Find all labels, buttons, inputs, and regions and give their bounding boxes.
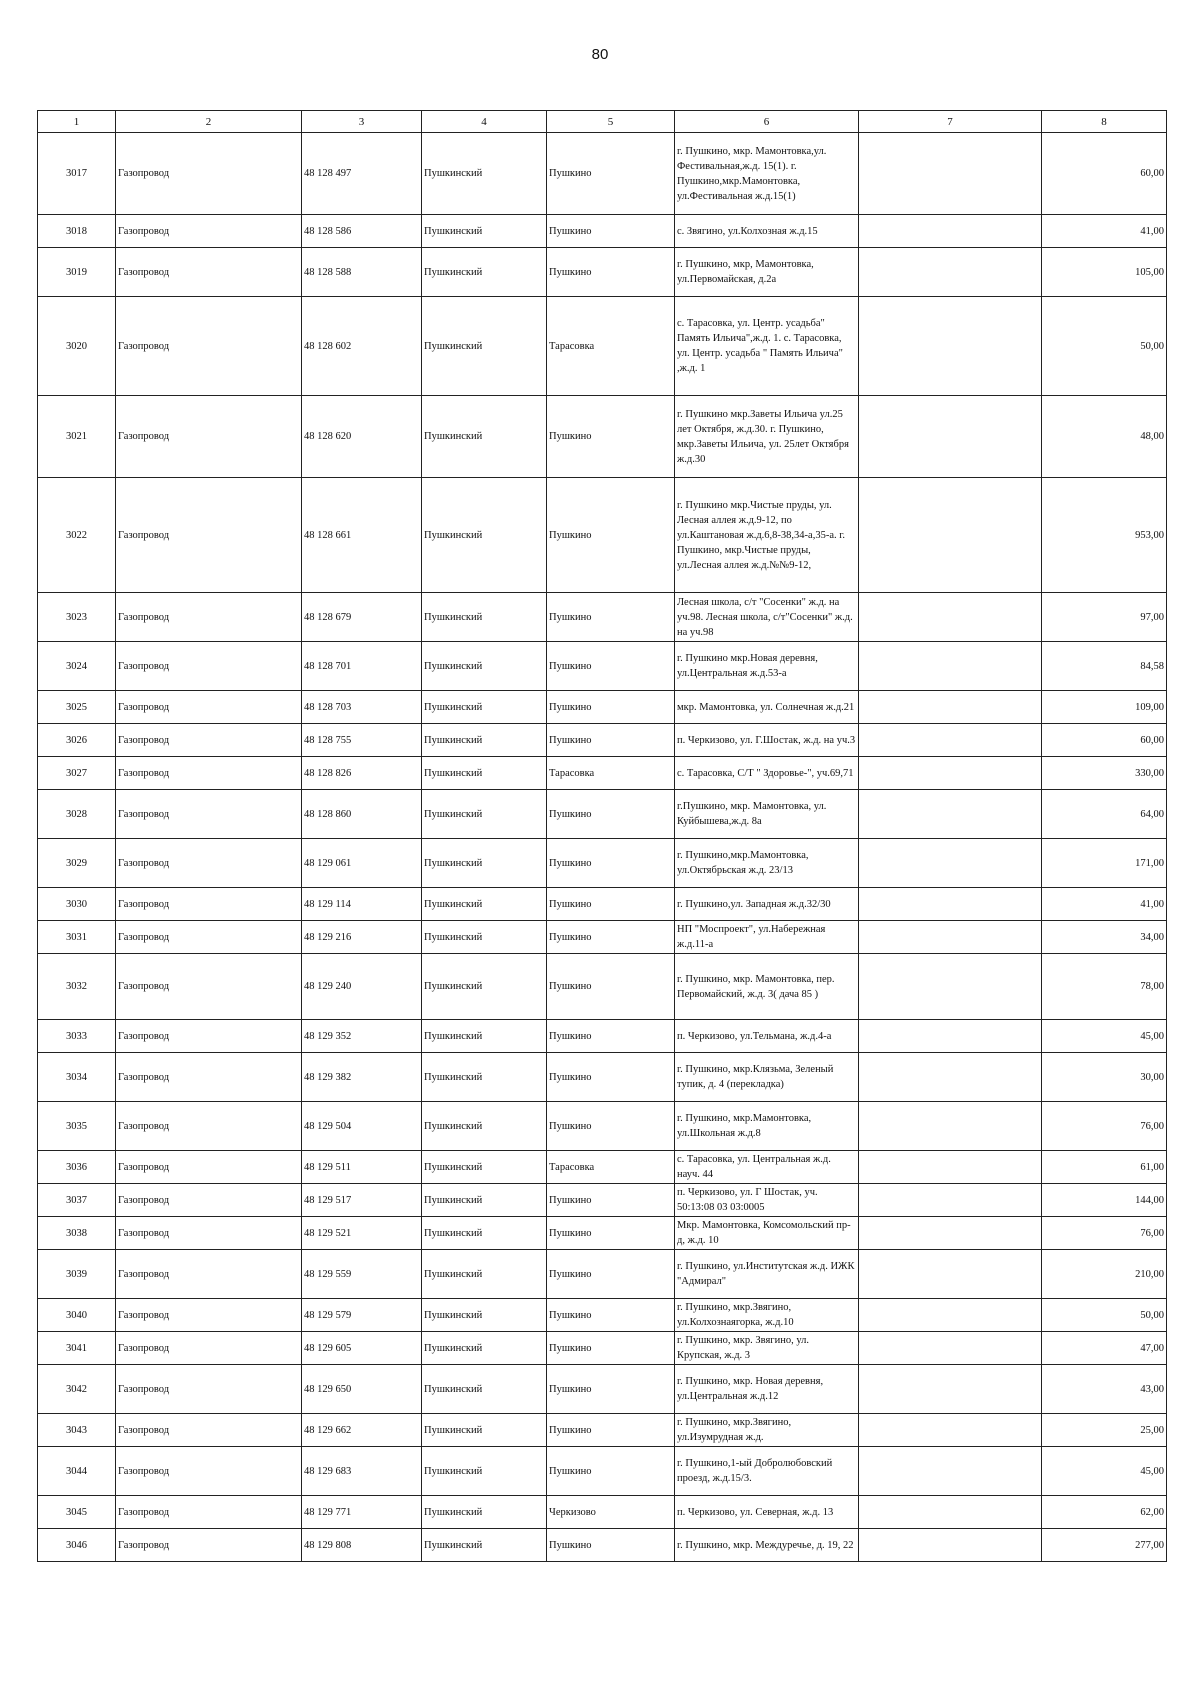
column-7-value: [859, 1447, 1042, 1496]
locality: Пушкино: [547, 478, 675, 593]
locality: Пушкино: [547, 1299, 675, 1332]
locality: Пушкино: [547, 1250, 675, 1299]
table-row: [38, 888, 1167, 921]
row-number: 3041: [38, 1332, 116, 1365]
header-row: [38, 111, 1167, 133]
address: г. Пушкино, мкр. Звягино, ул. Крупская, ж.д. 3: [675, 1332, 859, 1365]
table-row: [38, 839, 1167, 888]
table-row: [38, 297, 1167, 396]
address: г. Пушкино, мкр.Мамонтовка, ул.Школьная ж.д.8: [675, 1102, 859, 1151]
column-7-value: [859, 1250, 1042, 1299]
locality: Пушкино: [547, 215, 675, 248]
column-7-value: [859, 1299, 1042, 1332]
row-number: 3024: [38, 642, 116, 691]
column-7-value: [859, 297, 1042, 396]
locality: Пушкино: [547, 593, 675, 642]
object-code: 48 129 683: [302, 1447, 422, 1496]
locality: Пушкино: [547, 1447, 675, 1496]
row-number: 3030: [38, 888, 116, 921]
column-7-value: [859, 1332, 1042, 1365]
column-7-value: [859, 1184, 1042, 1217]
table-row: [38, 215, 1167, 248]
locality: Пушкино: [547, 1217, 675, 1250]
district: Пушкинский: [422, 1365, 547, 1414]
address: п. Черкизово, ул.Тельмана, ж.д.4-а: [675, 1020, 859, 1053]
locality: Пушкино: [547, 839, 675, 888]
length-value: 50,00: [1042, 297, 1167, 396]
address: г. Пушкино мкр.Новая деревня, ул.Центральная ж.д.53-а: [675, 642, 859, 691]
row-number: 3042: [38, 1365, 116, 1414]
object-type: Газопровод: [116, 1529, 302, 1562]
length-value: 25,00: [1042, 1414, 1167, 1447]
row-number: 3032: [38, 954, 116, 1020]
row-number: 3036: [38, 1151, 116, 1184]
length-value: 30,00: [1042, 1053, 1167, 1102]
district: Пушкинский: [422, 1053, 547, 1102]
length-value: 76,00: [1042, 1102, 1167, 1151]
table-row: [38, 1151, 1167, 1184]
object-code: 48 129 521: [302, 1217, 422, 1250]
locality: Пушкино: [547, 888, 675, 921]
column-7-value: [859, 1496, 1042, 1529]
column-7-value: [859, 1020, 1042, 1053]
column-header: 7: [859, 111, 1042, 133]
address: г. Пушкино,мкр.Мамонтовка, ул.Октябрьская ж.д. 23/13: [675, 839, 859, 888]
length-value: 105,00: [1042, 248, 1167, 297]
column-7-value: [859, 593, 1042, 642]
object-type: Газопровод: [116, 248, 302, 297]
row-number: 3040: [38, 1299, 116, 1332]
table-row: [38, 1414, 1167, 1447]
district: Пушкинский: [422, 1151, 547, 1184]
address: с. Тарасовка, ул. Центральная ж.д. науч. 44: [675, 1151, 859, 1184]
object-code: 48 129 517: [302, 1184, 422, 1217]
object-code: 48 129 061: [302, 839, 422, 888]
address: г.Пушкино, мкр. Мамонтовка, ул. Куйбышева,ж.д. 8а: [675, 790, 859, 839]
object-code: 48 128 703: [302, 691, 422, 724]
table-row: [38, 1496, 1167, 1529]
object-type: Газопровод: [116, 1151, 302, 1184]
object-type: Газопровод: [116, 396, 302, 478]
object-type: Газопровод: [116, 1053, 302, 1102]
column-7-value: [859, 1414, 1042, 1447]
column-7-value: [859, 954, 1042, 1020]
object-code: 48 128 586: [302, 215, 422, 248]
locality: Черкизово: [547, 1496, 675, 1529]
row-number: 3043: [38, 1414, 116, 1447]
column-7-value: [859, 691, 1042, 724]
column-header: 5: [547, 111, 675, 133]
address: г. Пушкино, мкр. Междуречье, д. 19, 22: [675, 1529, 859, 1562]
district: Пушкинский: [422, 691, 547, 724]
length-value: 34,00: [1042, 921, 1167, 954]
address: г. Пушкино, мкр, Мамонтовка, ул.Первомайская, д.2а: [675, 248, 859, 297]
row-number: 3038: [38, 1217, 116, 1250]
object-type: Газопровод: [116, 1102, 302, 1151]
length-value: 43,00: [1042, 1365, 1167, 1414]
table-row: [38, 1299, 1167, 1332]
address: г. Пушкино, мкр.Клязьма, Зеленый тупик, д. 4 (перекладка): [675, 1053, 859, 1102]
length-value: 109,00: [1042, 691, 1167, 724]
column-7-value: [859, 888, 1042, 921]
length-value: 61,00: [1042, 1151, 1167, 1184]
object-type: Газопровод: [116, 478, 302, 593]
district: Пушкинский: [422, 1184, 547, 1217]
object-code: 48 129 662: [302, 1414, 422, 1447]
district: Пушкинский: [422, 1529, 547, 1562]
district: Пушкинский: [422, 1332, 547, 1365]
object-code: 48 129 240: [302, 954, 422, 1020]
address: с. Тарасовка, С/Т " Здоровье-", уч.69,71: [675, 757, 859, 790]
row-number: 3035: [38, 1102, 116, 1151]
table-row: [38, 790, 1167, 839]
row-number: 3046: [38, 1529, 116, 1562]
length-value: 60,00: [1042, 724, 1167, 757]
locality: Пушкино: [547, 724, 675, 757]
object-type: Газопровод: [116, 1414, 302, 1447]
locality: Тарасовка: [547, 297, 675, 396]
object-type: Газопровод: [116, 1332, 302, 1365]
row-number: 3044: [38, 1447, 116, 1496]
object-type: Газопровод: [116, 642, 302, 691]
row-number: 3020: [38, 297, 116, 396]
object-code: 48 128 588: [302, 248, 422, 297]
object-code: 48 128 860: [302, 790, 422, 839]
object-type: Газопровод: [116, 1447, 302, 1496]
table-row: [38, 921, 1167, 954]
address: п. Черкизово, ул. Г Шостак, уч. 50:13:08 03 03:0005: [675, 1184, 859, 1217]
row-number: 3018: [38, 215, 116, 248]
table-row: [38, 248, 1167, 297]
object-type: Газопровод: [116, 691, 302, 724]
length-value: 47,00: [1042, 1332, 1167, 1365]
length-value: 78,00: [1042, 954, 1167, 1020]
district: Пушкинский: [422, 1414, 547, 1447]
address: Мкр. Мамонтовка, Комсомольский пр-д, ж.д. 10: [675, 1217, 859, 1250]
length-value: 277,00: [1042, 1529, 1167, 1562]
length-value: 97,00: [1042, 593, 1167, 642]
object-type: Газопровод: [116, 297, 302, 396]
object-type: Газопровод: [116, 1217, 302, 1250]
object-code: 48 129 511: [302, 1151, 422, 1184]
object-type: Газопровод: [116, 1299, 302, 1332]
object-type: Газопровод: [116, 888, 302, 921]
row-number: 3017: [38, 133, 116, 215]
length-value: 76,00: [1042, 1217, 1167, 1250]
table-row: [38, 724, 1167, 757]
table-row: [38, 1102, 1167, 1151]
object-code: 48 129 605: [302, 1332, 422, 1365]
address: г. Пушкино,1-ый Добролюбовский проезд, ж.д.15/3.: [675, 1447, 859, 1496]
district: Пушкинский: [422, 1447, 547, 1496]
locality: Пушкино: [547, 921, 675, 954]
table-row: [38, 954, 1167, 1020]
table-body: [38, 133, 1167, 1562]
object-type: Газопровод: [116, 1020, 302, 1053]
address: Лесная школа, с/т "Сосенки" ж.д. на уч.98. Лесная школа, с/т"Сосенки" ж.д. на уч.98: [675, 593, 859, 642]
address: г. Пушкино мкр.Заветы Ильича ул.25 лет Октября, ж.д.30. г. Пушкино, мкр.Заветы Ильича, ул. 25лет Октября ж.д.30: [675, 396, 859, 478]
locality: Пушкино: [547, 248, 675, 297]
object-type: Газопровод: [116, 593, 302, 642]
object-type: Газопровод: [116, 790, 302, 839]
address: с. Звягино, ул.Колхозная ж.д.15: [675, 215, 859, 248]
object-type: Газопровод: [116, 1250, 302, 1299]
length-value: 48,00: [1042, 396, 1167, 478]
column-7-value: [859, 1151, 1042, 1184]
address: г. Пушкино, мкр. Мамонтовка,ул. Фестивальная,ж.д. 15(1). г. Пушкино,мкр.Мамонтовка, ул.Фестивальная ж.д.15(1): [675, 133, 859, 215]
locality: Пушкино: [547, 1053, 675, 1102]
district: Пушкинский: [422, 790, 547, 839]
object-code: 48 128 602: [302, 297, 422, 396]
table-row: [38, 1250, 1167, 1299]
table-row: [38, 1447, 1167, 1496]
column-7-value: [859, 1217, 1042, 1250]
district: Пушкинский: [422, 297, 547, 396]
length-value: 41,00: [1042, 888, 1167, 921]
address: г. Пушкино, мкр.Звягино, ул.Изумрудная ж.д.: [675, 1414, 859, 1447]
table-row: [38, 593, 1167, 642]
table-row: [38, 133, 1167, 215]
object-code: 48 128 661: [302, 478, 422, 593]
column-7-value: [859, 724, 1042, 757]
locality: Тарасовка: [547, 757, 675, 790]
district: Пушкинский: [422, 396, 547, 478]
length-value: 144,00: [1042, 1184, 1167, 1217]
object-type: Газопровод: [116, 757, 302, 790]
length-value: 62,00: [1042, 1496, 1167, 1529]
object-type: Газопровод: [116, 1496, 302, 1529]
address: п. Черкизово, ул. Северная, ж.д. 13: [675, 1496, 859, 1529]
column-header: 6: [675, 111, 859, 133]
locality: Пушкино: [547, 1020, 675, 1053]
object-code: 48 128 497: [302, 133, 422, 215]
column-7-value: [859, 757, 1042, 790]
district: Пушкинский: [422, 839, 547, 888]
object-type: Газопровод: [116, 921, 302, 954]
district: Пушкинский: [422, 954, 547, 1020]
locality: Пушкино: [547, 790, 675, 839]
length-value: 60,00: [1042, 133, 1167, 215]
address: г. Пушкино мкр.Чистые пруды, ул. Лесная аллея ж.д.9-12, по ул.Каштановая ж.д.6,8-38,34-а,35-а. г. Пушкино, мкр.Чистые пруды, ул.Лесная аллея ж.д.№№9-12,: [675, 478, 859, 593]
table-row: [38, 1365, 1167, 1414]
district: Пушкинский: [422, 1496, 547, 1529]
district: Пушкинский: [422, 724, 547, 757]
address: мкр. Мамонтовка, ул. Солнечная ж.д.21: [675, 691, 859, 724]
column-7-value: [859, 248, 1042, 297]
row-number: 3034: [38, 1053, 116, 1102]
registry-table: [37, 110, 1167, 1562]
row-number: 3045: [38, 1496, 116, 1529]
object-type: Газопровод: [116, 1365, 302, 1414]
address: г. Пушкино,ул. Западная ж.д.32/30: [675, 888, 859, 921]
object-type: Газопровод: [116, 839, 302, 888]
table-row: [38, 1529, 1167, 1562]
object-code: 48 129 216: [302, 921, 422, 954]
column-7-value: [859, 478, 1042, 593]
table-row: [38, 642, 1167, 691]
length-value: 171,00: [1042, 839, 1167, 888]
address: п. Черкизово, ул. Г.Шостак, ж.д. на уч.3: [675, 724, 859, 757]
address: г. Пушкино, мкр. Мамонтовка, пер. Первомайский, ж.д. 3( дача 85 ): [675, 954, 859, 1020]
object-type: Газопровод: [116, 133, 302, 215]
district: Пушкинский: [422, 1250, 547, 1299]
length-value: 41,00: [1042, 215, 1167, 248]
row-number: 3031: [38, 921, 116, 954]
table-row: [38, 1184, 1167, 1217]
length-value: 84,58: [1042, 642, 1167, 691]
object-code: 48 129 650: [302, 1365, 422, 1414]
table-row: [38, 757, 1167, 790]
district: Пушкинский: [422, 133, 547, 215]
row-number: 3037: [38, 1184, 116, 1217]
address: с. Тарасовка, ул. Центр. усадьба" Память Ильича",ж.д. 1. с. Тарасовка, ул. Центр. усадьба " Память Ильича" ,ж.д. 1: [675, 297, 859, 396]
column-7-value: [859, 133, 1042, 215]
district: Пушкинский: [422, 1217, 547, 1250]
length-value: 210,00: [1042, 1250, 1167, 1299]
column-header: 4: [422, 111, 547, 133]
locality: Пушкино: [547, 1102, 675, 1151]
object-code: 48 129 382: [302, 1053, 422, 1102]
row-number: 3039: [38, 1250, 116, 1299]
district: Пушкинский: [422, 593, 547, 642]
locality: Пушкино: [547, 1184, 675, 1217]
column-header: 1: [38, 111, 116, 133]
district: Пушкинский: [422, 215, 547, 248]
object-code: 48 129 771: [302, 1496, 422, 1529]
table-row: [38, 1020, 1167, 1053]
district: Пушкинский: [422, 888, 547, 921]
column-7-value: [859, 396, 1042, 478]
district: Пушкинский: [422, 921, 547, 954]
object-code: 48 129 808: [302, 1529, 422, 1562]
locality: Пушкино: [547, 954, 675, 1020]
row-number: 3019: [38, 248, 116, 297]
object-code: 48 129 579: [302, 1299, 422, 1332]
object-type: Газопровод: [116, 215, 302, 248]
district: Пушкинский: [422, 642, 547, 691]
page-number: 80: [591, 46, 609, 63]
locality: Тарасовка: [547, 1151, 675, 1184]
object-type: Газопровод: [116, 1184, 302, 1217]
column-7-value: [859, 215, 1042, 248]
district: Пушкинский: [422, 1102, 547, 1151]
address: г. Пушкино, ул.Институтская ж.д. ИЖК "Адмирал": [675, 1250, 859, 1299]
object-code: 48 129 114: [302, 888, 422, 921]
address: г. Пушкино, мкр.Звягино, ул.Колхознаягорка, ж.д.10: [675, 1299, 859, 1332]
row-number: 3021: [38, 396, 116, 478]
row-number: 3023: [38, 593, 116, 642]
table-row: [38, 1053, 1167, 1102]
object-type: Газопровод: [116, 724, 302, 757]
column-7-value: [859, 642, 1042, 691]
object-code: 48 128 755: [302, 724, 422, 757]
locality: Пушкино: [547, 642, 675, 691]
row-number: 3027: [38, 757, 116, 790]
locality: Пушкино: [547, 1332, 675, 1365]
object-type: Газопровод: [116, 954, 302, 1020]
row-number: 3028: [38, 790, 116, 839]
district: Пушкинский: [422, 1299, 547, 1332]
row-number: 3025: [38, 691, 116, 724]
object-code: 48 129 504: [302, 1102, 422, 1151]
object-code: 48 128 620: [302, 396, 422, 478]
length-value: 50,00: [1042, 1299, 1167, 1332]
object-code: 48 128 826: [302, 757, 422, 790]
locality: Пушкино: [547, 1414, 675, 1447]
column-7-value: [859, 1529, 1042, 1562]
column-7-value: [859, 1102, 1042, 1151]
column-7-value: [859, 1053, 1042, 1102]
length-value: 953,00: [1042, 478, 1167, 593]
address: НП "Моспроект", ул.Набережная ж.д.11-а: [675, 921, 859, 954]
locality: Пушкино: [547, 396, 675, 478]
district: Пушкинский: [422, 478, 547, 593]
column-7-value: [859, 839, 1042, 888]
table-row: [38, 1332, 1167, 1365]
column-7-value: [859, 921, 1042, 954]
district: Пушкинский: [422, 248, 547, 297]
row-number: 3033: [38, 1020, 116, 1053]
length-value: 330,00: [1042, 757, 1167, 790]
row-number: 3026: [38, 724, 116, 757]
object-code: 48 128 701: [302, 642, 422, 691]
column-header: 3: [302, 111, 422, 133]
district: Пушкинский: [422, 757, 547, 790]
length-value: 64,00: [1042, 790, 1167, 839]
row-number: 3022: [38, 478, 116, 593]
length-value: 45,00: [1042, 1447, 1167, 1496]
table-row: [38, 396, 1167, 478]
district: Пушкинский: [422, 1020, 547, 1053]
length-value: 45,00: [1042, 1020, 1167, 1053]
table-row: [38, 691, 1167, 724]
row-number: 3029: [38, 839, 116, 888]
locality: Пушкино: [547, 133, 675, 215]
column-header: 8: [1042, 111, 1167, 133]
column-header: 2: [116, 111, 302, 133]
locality: Пушкино: [547, 1529, 675, 1562]
object-code: 48 129 352: [302, 1020, 422, 1053]
table-row: [38, 1217, 1167, 1250]
address: г. Пушкино, мкр. Новая деревня, ул.Центральная ж.д.12: [675, 1365, 859, 1414]
locality: Пушкино: [547, 691, 675, 724]
locality: Пушкино: [547, 1365, 675, 1414]
column-7-value: [859, 1365, 1042, 1414]
object-code: 48 128 679: [302, 593, 422, 642]
table-row: [38, 478, 1167, 593]
object-code: 48 129 559: [302, 1250, 422, 1299]
column-7-value: [859, 790, 1042, 839]
